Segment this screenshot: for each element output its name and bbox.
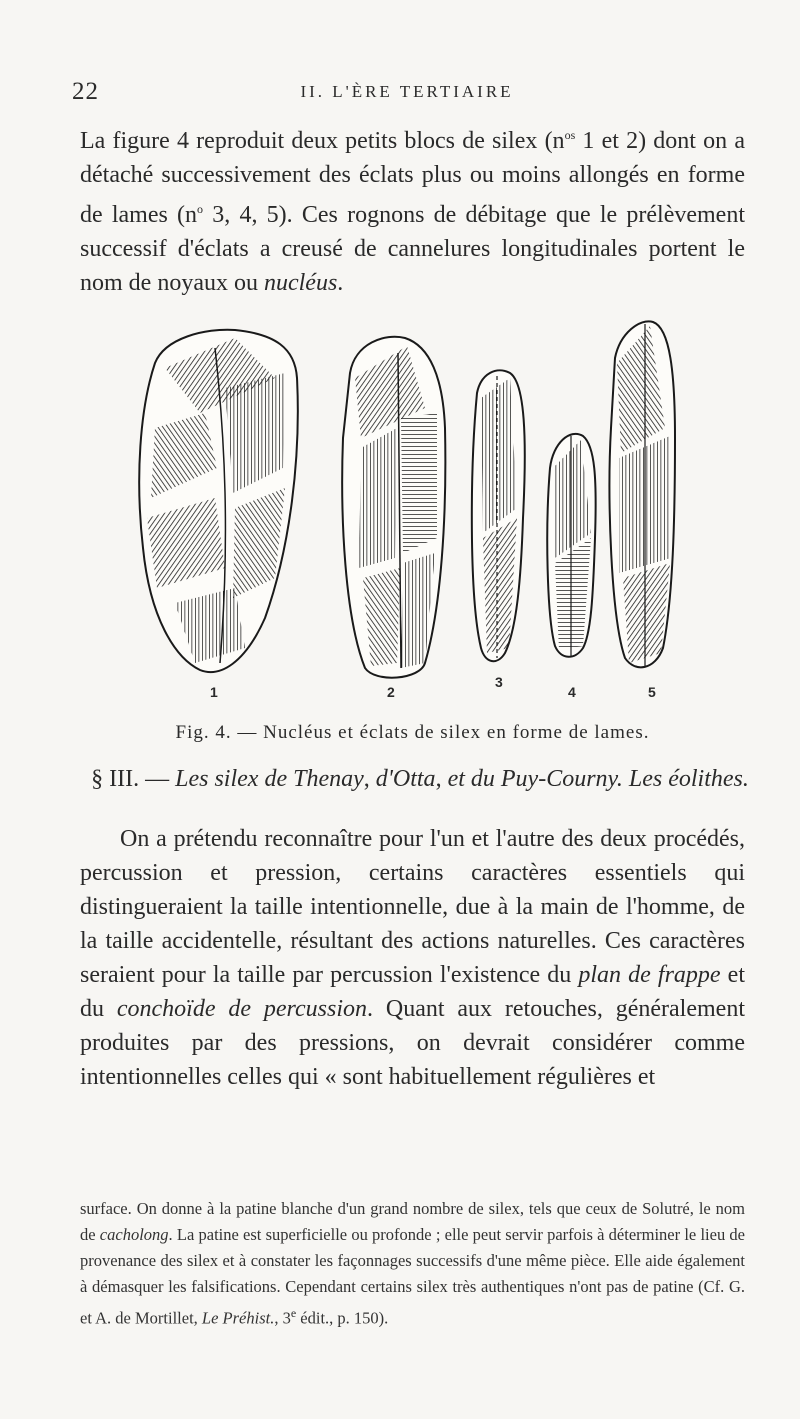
italic-term: Le Préhist.: [201, 1308, 275, 1328]
superscript: e: [290, 1306, 297, 1320]
text-run: On a prétendu reconnaître pour l'un et l'autre des deux procédés, percussion et pression, certains caractères essentiels qui distingueraient la taille intentionnelle, due à la main de l'homme, de la taille accidentelle, résultant des actions naturelles. Ces caractères seraient pour la taille par percussion l'existence du: [80, 826, 745, 988]
figure-number-4: 4: [568, 684, 576, 700]
separator: ,: [435, 766, 448, 792]
italic-term: cacholong: [99, 1225, 169, 1244]
text-run: . Quant aux retouches, généralement produites par des pressions, on devrait considérer comme intentionnelles celles qui « sont habituellement régulières et: [80, 996, 745, 1090]
flint-figure: [125, 318, 695, 708]
text-run: 1 et 2) dont on a détaché successivement des éclats plus ou moins allongés en forme de lames (n: [80, 128, 745, 228]
nucleus-1: [139, 330, 298, 672]
superscript: os: [564, 128, 576, 142]
italic-heading: Les silex de Thenay: [175, 766, 364, 792]
italic-heading: et du Puy-Courny. Les éolithes.: [447, 766, 749, 792]
figure-number-2: 2: [387, 684, 395, 700]
section-heading: [90, 762, 750, 796]
nucleus-2: [342, 337, 445, 678]
text-run: La figure 4 reproduit deux petits blocs de silex (n: [80, 128, 565, 154]
footnote: [80, 1196, 745, 1332]
figure-number-3: 3: [495, 674, 503, 690]
italic-heading: d'Otta: [375, 766, 436, 792]
figure-caption: Fig. 4. — Nucléus et éclats de silex en forme de lames.: [175, 722, 650, 743]
text-run: surface. On donne à la patine blanche d'un grand nombre de silex, tels que ceux de Solutré, le nom de: [80, 1199, 745, 1244]
text-run: édit., p. 150).: [296, 1308, 389, 1328]
intro-paragraph: [80, 118, 745, 300]
italic-term: plan de frappe: [578, 962, 721, 988]
text-run: .: [337, 270, 344, 296]
text-run: 3, 4, 5). Ces rognons de débitage que le prélèvement successif d'éclats a creusé de cannelures longitudinales portent le nom de noyaux ou: [80, 202, 745, 296]
section-prefix: § III. —: [91, 766, 176, 792]
flint-illustration: [125, 318, 695, 708]
italic-term: nucléus: [263, 270, 338, 296]
superscript: o: [197, 202, 204, 216]
figure-number-5: 5: [648, 684, 656, 700]
running-title: II. L'ÈRE TERTIAIRE: [300, 82, 514, 101]
text-run: , 3: [274, 1308, 291, 1328]
page-number: 22: [72, 78, 99, 105]
separator: ,: [363, 766, 376, 792]
flake-3: [472, 370, 525, 661]
flake-5: [610, 321, 675, 667]
page-header: [72, 78, 742, 108]
italic-term: conchoïde de percussion: [116, 996, 367, 1022]
body-paragraph: [80, 822, 745, 1094]
text-run: . La patine est superficielle ou profonde ; elle peut servir parfois à déterminer le lieu de provenance des silex et à constater les façonnages successifs d'une même pièce. Elle aide également à démasquer les falsifications. Cependant certains silex très authentiques n'ont pas de patine (Cf. G. et A. de Mortillet,: [80, 1225, 745, 1328]
figure-number-1: 1: [210, 684, 218, 700]
flake-4: [547, 434, 595, 657]
text-run: et du: [80, 962, 745, 1022]
